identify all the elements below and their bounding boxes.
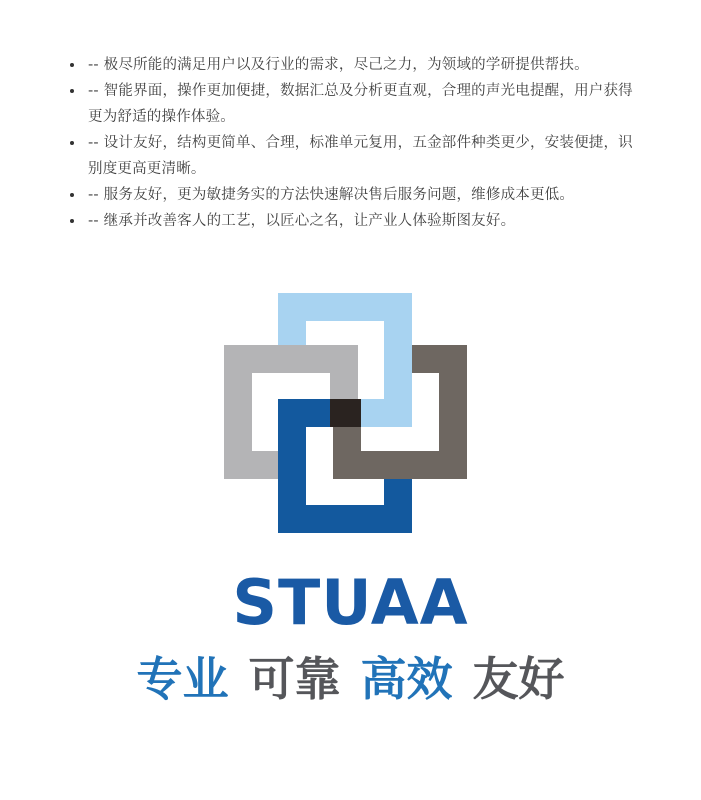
bullet-text: -- 继承并改善客人的工艺，以匠心之名，让产业人体验斯图友好。 [88,213,516,229]
logo-weave-hole-patch [384,427,412,451]
logo-weave-dark-gray-segment [333,427,361,452]
bullet-text: -- 服务友好，更为敏捷务实的方法快速解决售后服务问题，维修成本更低。 [88,187,575,203]
bullet-dot-icon [70,63,74,67]
bullet-dot-icon [70,219,74,223]
list-item [68,182,640,208]
bullet-text: -- 设计友好，结构更简单、合理，标准单元复用，五金部件种类更少，安装便捷，识别度更高更清晰。 [88,135,633,177]
brand-wordmark: STUAA [232,566,469,639]
logo-center-overlap-square [330,399,361,427]
logo-weave-dark-gray-bottom [333,451,467,479]
stuaa-logo [224,293,467,533]
interlocking-squares-icon [224,293,467,533]
bullet-text: -- 极尽所能的满足用户以及行业的需求，尽己之力，为领域的学研提供帮扶。 [88,57,589,73]
list-item [68,78,640,130]
tagline-word: 友好 [472,652,565,706]
list-item [68,52,640,78]
logo-weave-light-blue-segment [361,399,412,427]
tagline-word: 可靠 [248,652,341,706]
list-item [68,208,640,234]
bullet-dot-icon [70,193,74,197]
bullet-text: -- 智能界面，操作更加便捷，数据汇总及分析更直观，合理的声光电提醒，用户获得更为舒适的操作体验。 [88,83,633,125]
tagline-word: 专业 [136,652,229,706]
bullet-dot-icon [70,141,74,145]
bullet-dot-icon [70,89,74,93]
bullet-list [68,52,640,234]
tagline-word: 高效 [360,652,453,706]
brand-tagline [0,652,701,706]
list-item [68,130,640,182]
